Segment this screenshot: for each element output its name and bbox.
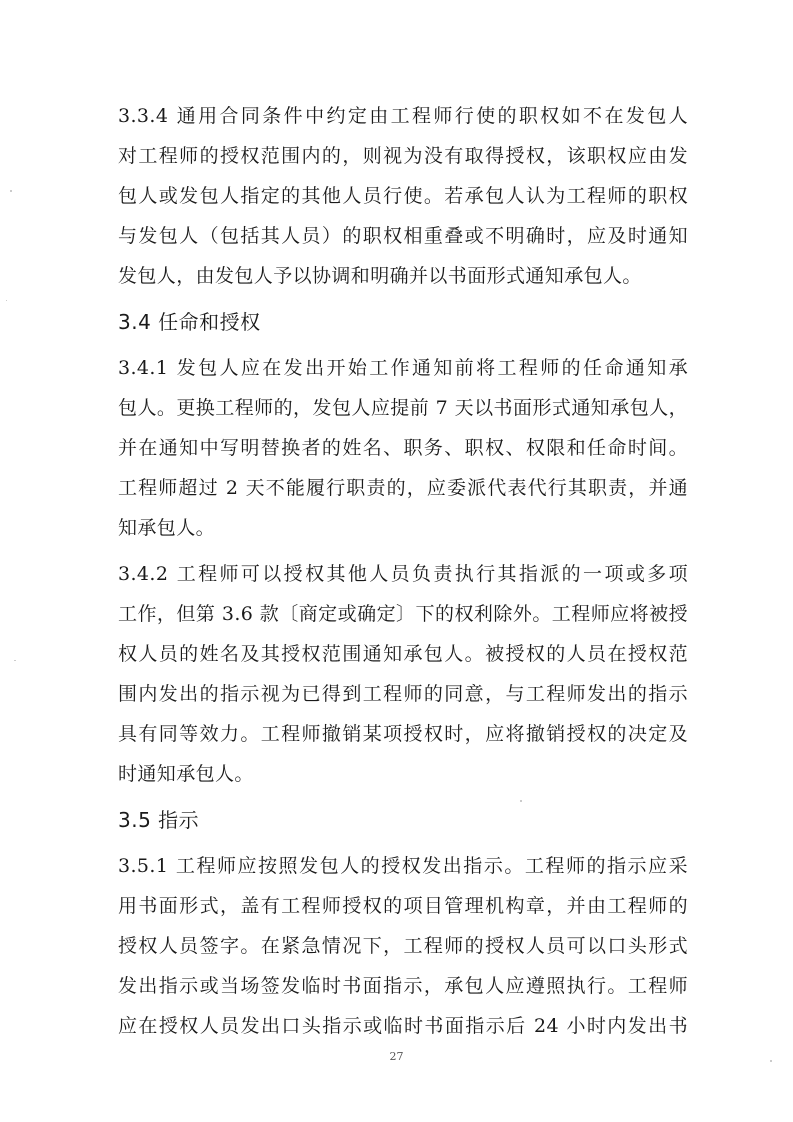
paragraph-line: 权人员的姓名及其授权范围通知承包人。被授权的人员在授权范 [118,643,688,665]
paragraph-line: 3.5.1 工程师应按照发包人的授权发出指示。工程师的指示应采 [118,855,688,877]
paragraph-line: 授权人员签字。在紧急情况下，工程师的授权人员可以口头形式 [118,935,688,957]
scan-speck [6,300,7,301]
scan-speck [10,190,12,192]
paragraph-line: 工作，但第 3.6 款〔商定或确定〕下的权利除外。工程师应将被授 [118,603,688,625]
paragraph-line: 3.3.4 通用合同条件中约定由工程师行使的职权如不在发包人 [118,105,688,127]
paragraph-line: 知承包人。 [118,517,216,539]
paragraph-line: 用书面形式，盖有工程师授权的项目管理机构章，并由工程师的 [118,895,688,917]
paragraph-line: 与发包人（包括其人员）的职权相重叠或不明确时，应及时通知 [118,225,688,247]
paragraph-line: 应在授权人员发出口头指示或临时书面指示后 24 小时内发出书 [118,1015,688,1037]
section-heading: 3.4 任命和授权 [118,310,261,334]
page-number: 27 [389,1050,404,1063]
paragraph-line: 3.4.1 发包人应在发出开始工作通知前将工程师的任命通知承 [118,357,688,379]
paragraph-line: 围内发出的指示视为已得到工程师的同意，与工程师发出的指示 [118,683,688,705]
scan-speck [14,660,16,661]
paragraph-line: 具有同等效力。工程师撤销某项授权时，应将撤销授权的决定及 [118,723,688,745]
scan-speck [770,1060,772,1062]
scan-speck [520,800,522,802]
paragraph-line: 发出指示或当场签发临时书面指示，承包人应遵照执行。工程师 [118,975,688,997]
paragraph-line: 发包人，由发包人予以协调和明确并以书面形式通知承包人。 [118,265,642,287]
paragraph-line: 工程师超过 2 天不能履行职责的，应委派代表代行其职责，并通 [118,477,688,499]
paragraph-line: 时通知承包人。 [118,763,254,785]
paragraph-line: 包人或发包人指定的其他人员行使。若承包人认为工程师的职权 [118,185,688,207]
paragraph-line: 并在通知中写明替换者的姓名、职务、职权、权限和任命时间。 [118,437,688,459]
paragraph-line: 包人。更换工程师的，发包人应提前 7 天以书面形式通知承包人， [118,397,688,419]
paragraph-line: 对工程师的授权范围内的，则视为没有取得授权，该职权应由发 [118,145,688,167]
section-heading: 3.5 指示 [118,808,200,832]
paragraph-line: 3.4.2 工程师可以授权其他人员负责执行其指派的一项或多项 [118,563,688,585]
